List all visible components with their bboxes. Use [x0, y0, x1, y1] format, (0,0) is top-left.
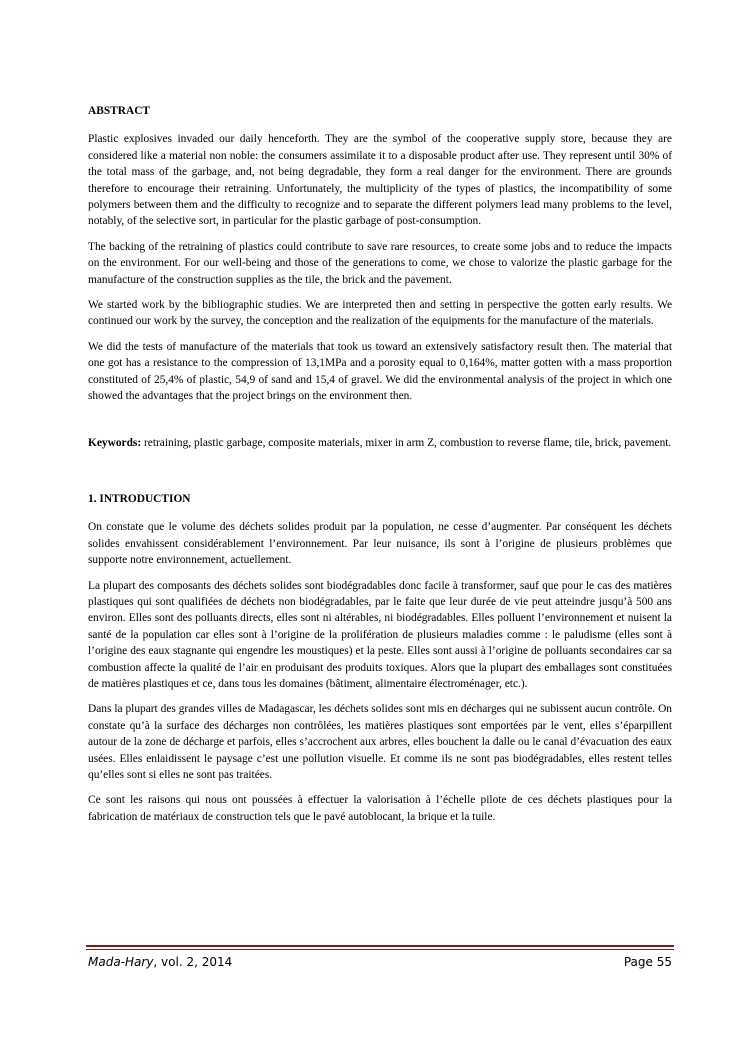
keywords-paragraph [88, 435, 672, 451]
keywords-text: retraining, plastic garbage, composite materials, mixer in arm Z, combustion to reverse flame, tile, brick, pavement. [141, 436, 672, 449]
introduction-paragraph: La plupart des composants des déchets solides sont biodégradables donc facile à transformer, sauf que pour le cas des matières plastiques qui sont qualifiées de déchets non biodégradables, par le faite que leur durée de vie peut atteindre jusqu’à 500 ans environ. Elles sont des polluants directs, elles sont ni altérables, ni biodégradables. Elles polluent l’environnement et nuisent la santé de la population car elles sont à l’origine de la prolifération de plusieurs maladies comme : le paludisme (elles sont à l’origine des eaux stagnante qui engendre les moustiques) et la peste. Elles sont aussi à l’origine de polluants secondaires car sa combustion affecte la qualité de l’air en produisant des produits toxiques. Alors que la plupart des emballages sont constituées de matières plastiques et ce, dans tous les domaines (bâtiment, alimentaire électroménager, etc.). [88, 579, 672, 690]
introduction-paragraph: On constate que le volume des déchets solides produit par la population, ne cesse d’augmenter. Par conséquent les déchets solides envahissent considérablement l’environnement. Par leur nuisance, ils sont à l’origine de plusieurs problèmes que supporte notre environnement, actuellement. [88, 521, 672, 567]
footer-journal-name: Mada-Hary [88, 955, 154, 969]
page-content [88, 103, 672, 834]
keywords-label: Keywords: [88, 436, 142, 449]
abstract-paragraph: The backing of the retraining of plastics could contribute to save rare resources, to create some jobs and to reduce the impacts on the environment. For our well-being and those of the generations to come, we chose to valorize the plastic garbage for the manufacture of the construction supplies as the tile, the brick and the pavement. [88, 240, 672, 286]
introduction-paragraph: Ce sont les raisons qui nous ont poussées à effectuer la valorisation à l’échelle pilote de ces déchets plastiques pour la fabrication de matériaux de construction tels que le pavé autoblocant, la brique et la tuile. [88, 794, 672, 823]
footer-page-number: Page 55 [623, 955, 672, 969]
abstract-paragraph: We started work by the bibliographic studies. We are interpreted then and setting in perspective the gotten early results. We continued our work by the survey, the conception and the realization of the equipments for the manufacture of the materials. [88, 299, 672, 328]
introduction-heading: 1. INTRODUCTION [88, 492, 191, 505]
abstract-paragraph: We did the tests of manufacture of the materials that took us toward an extensively satisfactory result then. The material that one got has a resistance to the compression of 13,1MPa and a porosity equal to 0,164%, matter gotten with a mass proportion constituted of 25,4% of plastic, 54,9 of sand and 15,4 of gravel. We did the environmental analysis of the project in which one showed the advantages that the project brings on the environment then. [88, 340, 672, 403]
introduction-paragraph: Dans la plupart des grandes villes de Madagascar, les déchets solides sont mis en décharges qui ne subissent aucun contrôle. On constate qu’à la surface des décharges non contrôlées, les matières plastiques sont emportées par le vent, elles s’éparpillent autour de la zone de décharge et parfois, elles s’accrochent aux arbres, elles bouchent la dalle ou le canal d’évacuation des eaux usées. Elles enlaidissent le paysage c’est une pollution visuelle. Et comme ils ne sont pas biodégradables, elles restent telles qu’elles sont si elles ne sont pas traitées. [88, 703, 672, 781]
page-footer [88, 955, 672, 969]
footer-citation [88, 955, 232, 969]
footer-volume: , vol. 2, 2014 [153, 955, 233, 969]
abstract-paragraph: Plastic explosives invaded our daily henceforth. They are the symbol of the cooperative supply store, because they are considered like a material non noble: the consumers assimilate it to a disposable product after use. They represent until 30% of the total mass of the garbage, and, not being degradable, they form a real danger for the environment. There are grounds therefore to encourage their retraining. Unfortunately, the multiplicity of the types of plastics, the incompatibility of some polymers between them and the difficulty to recognize and to separate the different polymers lead many problems to the level, notably, of the selective sort, in particular for the plastic garbage of post-consumption. [88, 133, 672, 228]
abstract-heading: ABSTRACT [88, 105, 151, 117]
footer-divider [86, 945, 674, 950]
